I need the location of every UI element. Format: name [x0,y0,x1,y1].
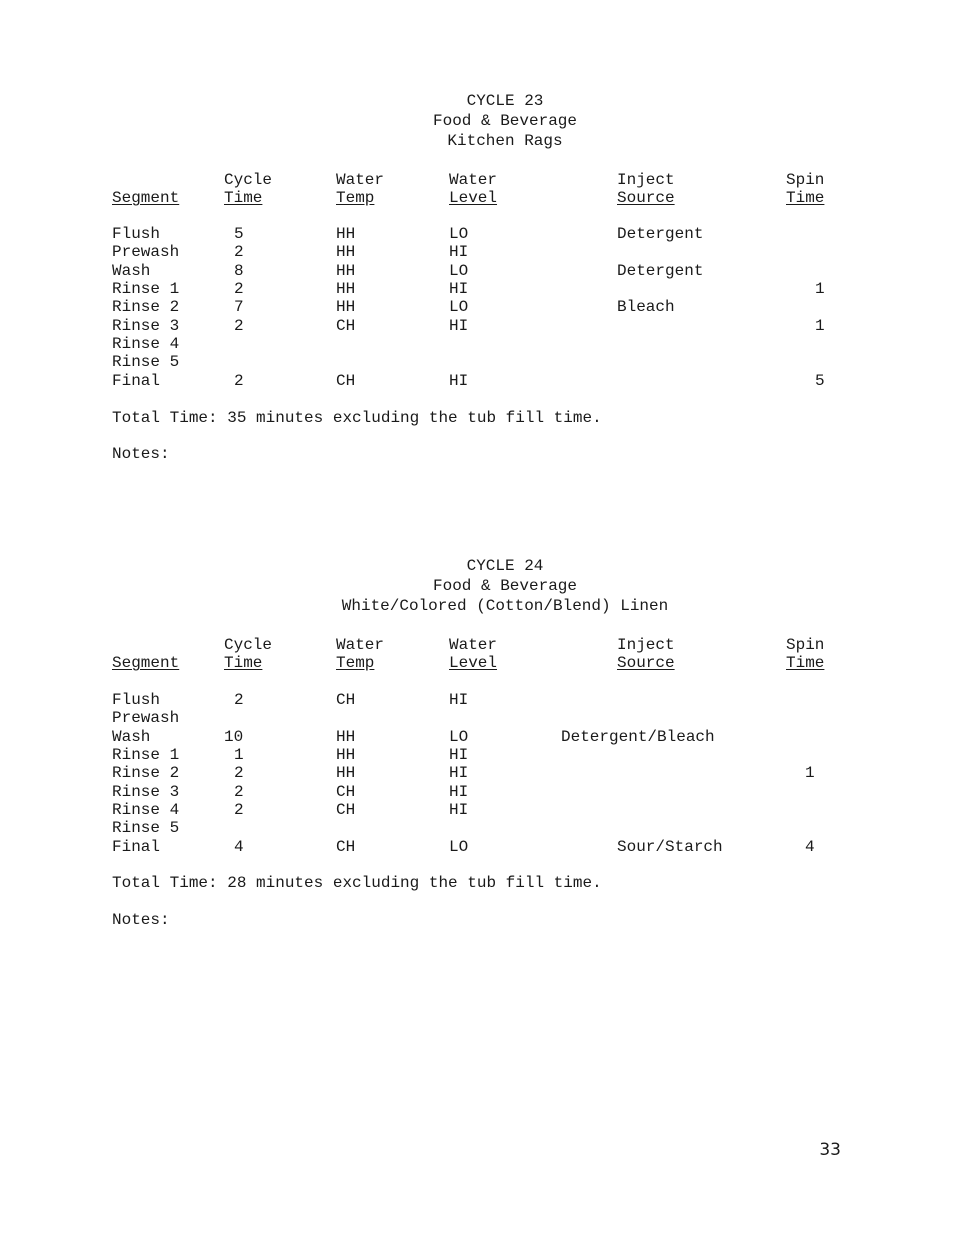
cycle-24-notes: Notes: [112,911,170,929]
cycle-24-header-cycle-top: Cycle [224,636,273,654]
row-water-temp: HH [336,225,356,243]
row-segment: Rinse 2 [112,764,180,783]
row-segment: Wash [112,261,151,280]
row-cycle-time: 10 [224,727,244,746]
row-cycle-time: 2 [234,280,244,299]
row-inject-source: Detergent [617,225,704,243]
row-segment: Prewash [112,243,180,262]
row-spin-time: 5 [815,371,825,390]
row-inject-source: Detergent/Bleach [561,727,715,746]
row-cycle-time: 2 [234,371,244,390]
cycle-24-subtitle: Food & Beverage [432,577,578,595]
cycle-23-header-segment: Segment [112,189,180,207]
row-water-level: HI [449,243,469,262]
cycle-24-header-segment: Segment [112,654,180,672]
cycle-24-header-level-top: Water [449,636,498,654]
cycle-23-header-spin-bottom: Time [786,189,825,207]
cycle-23-header-cycle-bottom: Time [224,189,263,207]
row-segment: Rinse 3 [112,782,180,801]
row-water-temp: CH [336,371,356,390]
row-segment: Rinse 1 [112,746,180,765]
row-water-level: HI [449,801,469,820]
row-segment: Wash [112,727,151,746]
row-spin-time: 1 [815,280,825,299]
page-number: 33 [819,1140,841,1160]
cycle-24-header-temp-bottom: Temp [336,654,375,672]
cycle-23-header-cycle-top: Cycle [224,171,273,189]
row-water-level: LO [449,298,469,317]
row-segment: Rinse 4 [112,335,180,354]
row-water-level: HI [449,764,469,783]
row-water-temp: HH [336,298,356,317]
cycle-23-subtitle: Food & Beverage [432,112,578,130]
cycle-24-header-level-bottom: Level [449,654,498,672]
row-water-temp: HH [336,280,356,299]
cycle-23-description: Kitchen Rags [447,132,563,150]
row-water-temp: HH [336,727,356,746]
cycle-23-header-level-bottom: Level [449,189,498,207]
row-spin-time: 1 [815,316,825,335]
cycle-24-header-inject-bottom: Source [617,654,675,672]
row-water-temp: CH [336,801,356,820]
row-water-temp: HH [336,243,356,262]
cycle-24-header-spin-bottom: Time [786,654,825,672]
row-water-level: HI [449,691,469,709]
cycle-23-total-time: Total Time: 35 minutes excluding the tub fill time. [112,409,602,427]
row-water-level: LO [449,727,469,746]
row-water-level: HI [449,371,469,390]
row-water-temp: HH [336,764,356,783]
row-cycle-time: 2 [234,801,244,820]
row-cycle-time: 2 [234,243,244,262]
row-spin-time: 1 [805,764,815,783]
row-cycle-time: 2 [234,782,244,801]
row-inject-source: Bleach [617,298,675,317]
row-water-temp: CH [336,782,356,801]
cycle-24-header-inject-top: Inject [617,636,675,654]
row-segment: Rinse 5 [112,819,180,838]
cycle-23-header-spin-top: Spin [786,171,825,189]
row-segment: Rinse 2 [112,298,180,317]
row-spin-time: 4 [805,837,815,856]
row-water-temp: CH [336,691,356,709]
row-segment: Flush [112,691,161,709]
row-segment: Rinse 1 [112,280,180,299]
row-water-level: HI [449,782,469,801]
row-segment: Final [112,837,161,856]
row-cycle-time: 8 [234,261,244,280]
row-cycle-time: 1 [234,746,244,765]
row-cycle-time: 5 [234,225,244,243]
row-water-temp: CH [336,316,356,335]
row-cycle-time: 7 [234,298,244,317]
row-cycle-time: 2 [234,764,244,783]
cycle-24-header-spin-top: Spin [786,636,825,654]
cycle-24-total-time: Total Time: 28 minutes excluding the tub fill time. [112,874,602,892]
row-segment: Rinse 4 [112,801,180,820]
row-water-level: HI [449,316,469,335]
cycle-24-header-temp-top: Water [336,636,385,654]
row-cycle-time: 2 [234,691,244,709]
row-water-level: LO [449,261,469,280]
row-water-level: LO [449,837,469,856]
row-inject-source: Detergent [617,261,704,280]
row-water-level: LO [449,225,469,243]
cycle-24-title: CYCLE 24 [466,557,544,575]
row-cycle-time: 2 [234,316,244,335]
row-cycle-time: 4 [234,837,244,856]
row-segment: Prewash [112,709,180,728]
row-water-level: HI [449,746,469,765]
row-segment: Rinse 5 [112,353,180,372]
cycle-23-header-temp-top: Water [336,171,385,189]
cycle-24-header-cycle-bottom: Time [224,654,263,672]
row-segment: Flush [112,225,161,243]
row-segment: Final [112,371,161,390]
cycle-23-header-inject-bottom: Source [617,189,675,207]
row-water-temp: HH [336,746,356,765]
cycle-23-title: CYCLE 23 [466,92,544,110]
cycle-23-header-temp-bottom: Temp [336,189,375,207]
row-water-temp: CH [336,837,356,856]
row-segment: Rinse 3 [112,316,180,335]
cycle-24-description: White/Colored (Cotton/Blend) Linen [341,597,669,615]
cycle-23-header-level-top: Water [449,171,498,189]
row-water-temp: HH [336,261,356,280]
row-water-level: HI [449,280,469,299]
cycle-23-notes: Notes: [112,445,170,463]
cycle-23-header-inject-top: Inject [617,171,675,189]
row-inject-source: Sour/Starch [617,837,723,856]
